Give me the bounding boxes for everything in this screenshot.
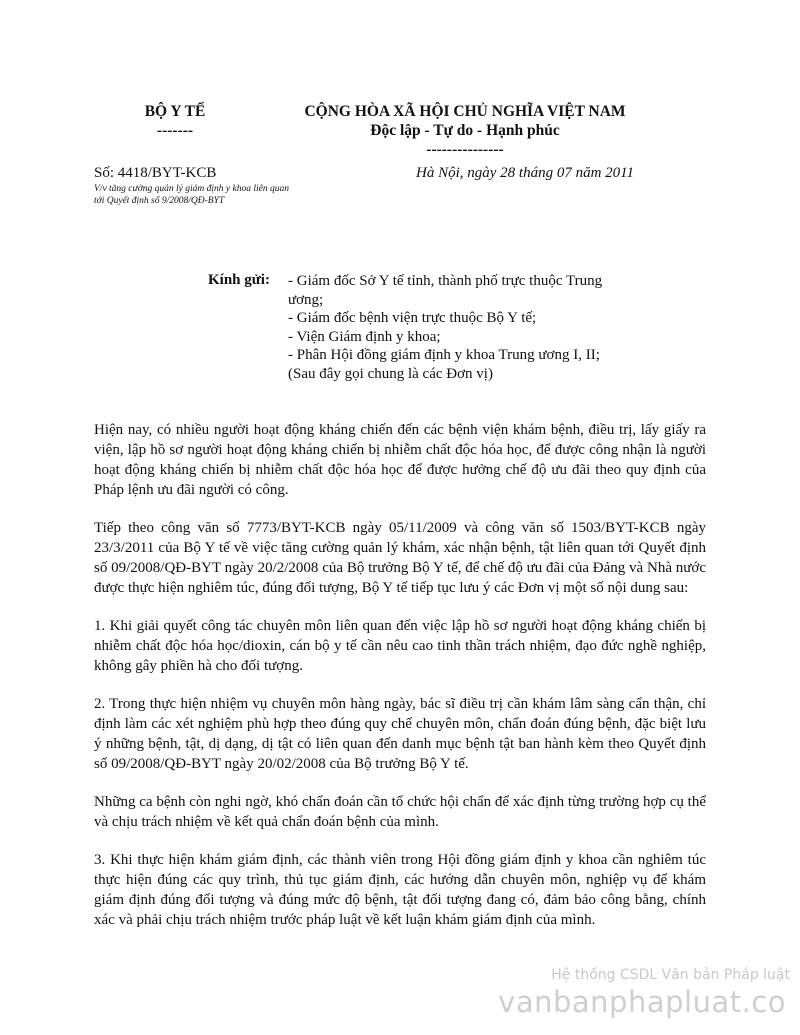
recipient-note: (Sau đây gọi chung là các Đơn vị) [288, 365, 493, 382]
watermark-caption: Hệ thống CSDL Văn bản Pháp luật [551, 967, 790, 983]
document-body [94, 420, 706, 948]
recipients-label: Kính gửi: [208, 272, 270, 288]
republic-header [270, 102, 660, 159]
document-subject: V/v tăng cường quản lý giám định y khoa liên quan tới Quyết định số 9/2008/QĐ-BYT [94, 184, 289, 206]
body-paragraph: Những ca bệnh còn nghi ngờ, khó chẩn đoán cần tổ chức hội chẩn để xác định từng trường hợp cụ thể và chịu trách nhiệm về kết quả chẩn đoán bệnh của mình. [94, 794, 706, 830]
body-paragraph: 2. Trong thực hiện nhiệm vụ chuyên môn hàng ngày, bác sĩ điều trị cần khám lâm sàng cẩn thận, chỉ định làm các xét nghiệm phù hợp theo đúng quy chế chuyên môn, chẩn đoán đúng bệnh, đặc biệt lưu ý những bệnh, tật, dị dạng, dị tật có liên quan đến danh mục bệnh tật ban hành kèm theo Quyết định số 09/2008/QĐ-BYT ngày 20/02/2008 của Bộ trưởng Bộ Y tế. [94, 696, 706, 772]
watermark-domain: vanbanphapluat.co [498, 985, 786, 1019]
recipient-item: - Giám đốc Sở Y tế tỉnh, thành phố trực thuộc Trung ương; [288, 273, 603, 308]
recipients-list [288, 272, 638, 383]
country-name: CỘNG HÒA XÃ HỘI CHỦ NGHĨA VIỆT NAM [304, 103, 626, 120]
recipient-item: - Viện Giám định y khoa; [288, 328, 441, 345]
body-paragraph: Tiếp theo công văn số 7773/BYT-KCB ngày 05/11/2009 và công văn số 1503/BYT-KCB ngày 23/3/2011 của Bộ Y tế về việc tăng cường quản lý khám, xác nhận bệnh, tật liên quan tới Quyết định số 09/2008/QĐ-BYT ngày 20/2/2008 của Bộ trưởng Bộ Y tế, để chế độ ưu đãi của Đảng và Nhà nước được thực hiện nghiêm túc, đúng đối tượng, Bộ Y tế tiếp tục lưu ý các Đơn vị một số nội dung sau: [94, 520, 706, 596]
ministry-rule: ------- [156, 122, 194, 139]
motto-rule: --------------- [426, 141, 504, 158]
body-paragraph: Hiện nay, có nhiều người hoạt động kháng chiến đến các bệnh viện khám bệnh, điều trị, lấy giấy ra viện, lập hồ sơ người hoạt động kháng chiến bị nhiễm chất độc hóa học, để được công nhận là người hoạt động kháng chiến bị nhiễm chất độc hóa học để được hưởng chế độ ưu đãi theo quy định của Pháp lệnh ưu đãi người có công. [94, 422, 706, 498]
document-number: Số: 4418/BYT-KCB [94, 165, 217, 181]
ministry-header [110, 102, 240, 140]
recipient-item: - Phân Hội đồng giám định y khoa Trung ương I, II; [288, 347, 600, 363]
recipient-item: - Giám đốc bệnh viện trực thuộc Bộ Y tế; [288, 310, 537, 326]
motto: Độc lập - Tự do - Hạnh phúc [370, 122, 560, 139]
document-date: Hà Nội, ngày 28 tháng 07 năm 2011 [416, 165, 635, 181]
ministry-name: BỘ Y TẾ [144, 103, 206, 120]
body-paragraph: 1. Khi giải quyết công tác chuyên môn liên quan đến việc lập hồ sơ người hoạt động kháng chiến bị nhiễm chất độc hóa học/dioxin, cán bộ y tế cần nêu cao tinh thần trách nhiệm, đạo đức nghề nghiệp, không gây phiền hà cho đối tượng. [94, 618, 706, 674]
body-paragraph: 3. Khi thực hiện khám giám định, các thành viên trong Hội đồng giám định y khoa cần nghiêm túc thực hiện đúng các quy trình, thủ tục giám định, các hướng dẫn chuyên môn, nghiệp vụ để khám giám định đúng đối tượng và đúng mức độ bệnh, tật đối tượng đang có, đảm bảo công bằng, chính xác và phải chịu trách nhiệm trước pháp luật về kết luận khám giám định của mình. [94, 852, 706, 928]
